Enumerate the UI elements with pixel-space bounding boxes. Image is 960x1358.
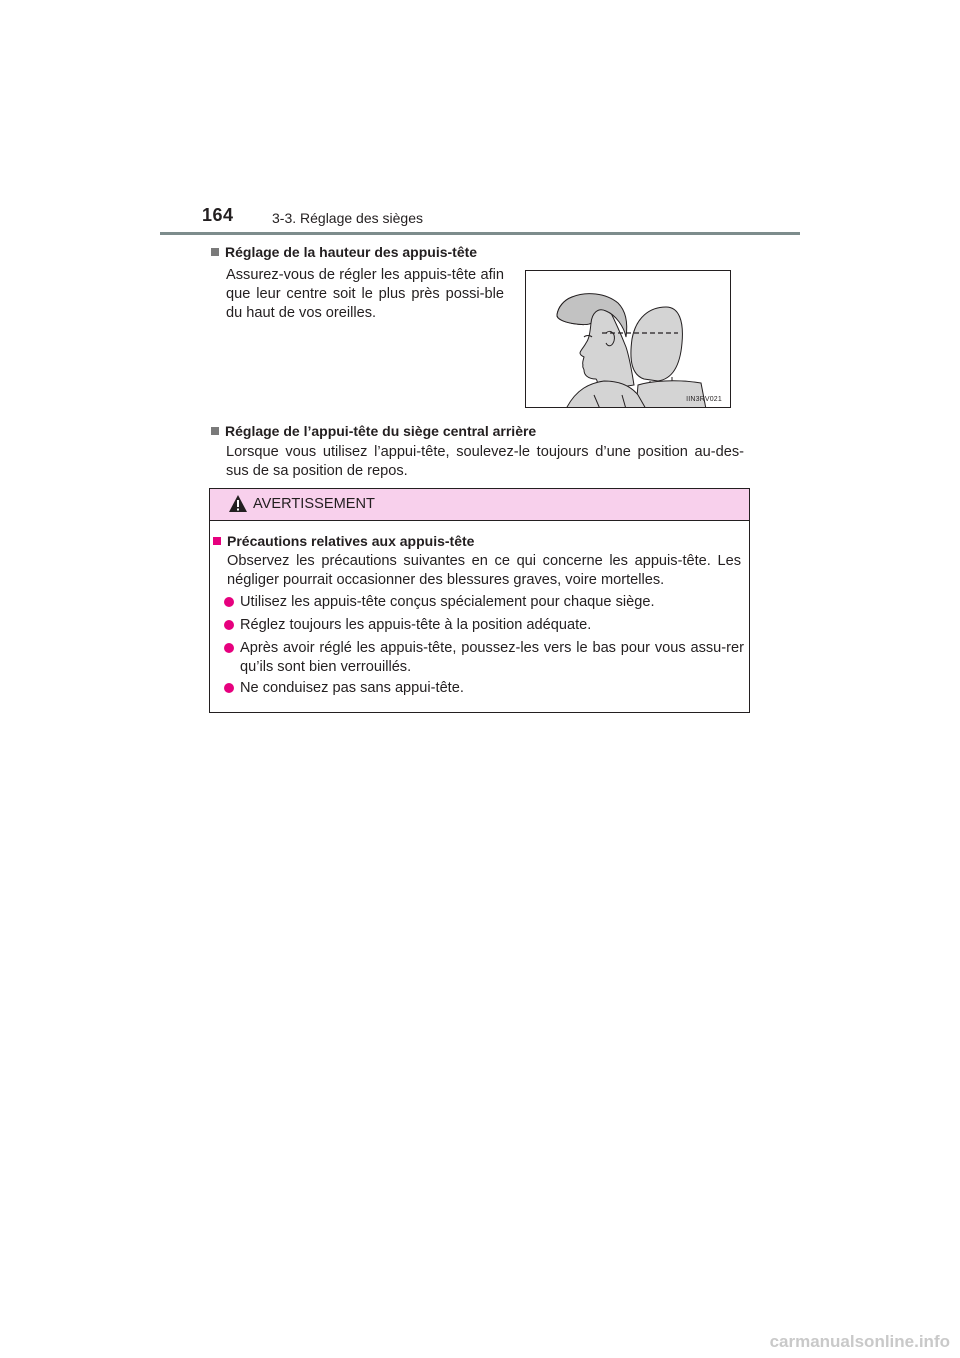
list-item-text: Après avoir réglé les appuis-tête, poussez-les vers le bas pour vous assu-rer qu’ils sont bien verrouillés. [240,640,744,675]
section-body-headrest-height: Assurez-vous de régler les appuis-tête afin que leur centre soit le plus près possi-ble du haut de vos oreilles. [226,267,504,321]
header-rule [160,232,800,235]
list-item [224,679,744,698]
warning-heading-text: Précautions relatives aux appuis-tête [227,533,475,549]
square-bullet-icon [211,427,219,435]
figure-code: IIN3RV021 [686,396,722,403]
bullet-dot-icon [224,620,234,630]
square-bullet-icon [213,537,221,545]
section-heading-text: Réglage de la hauteur des appuis-tête [225,244,478,260]
list-item [224,639,744,677]
section-heading-center-headrest [211,423,536,439]
square-bullet-icon [211,248,219,256]
bullet-dot-icon [224,643,234,653]
watermark-link[interactable]: carmanualsonline.info [769,1332,950,1351]
list-item [224,616,744,635]
head-profile-illustration-icon [526,271,731,408]
list-item-text: Ne conduisez pas sans appui-tête. [240,680,464,696]
bullet-dot-icon [224,597,234,607]
list-item [224,593,744,612]
list-item-text: Utilisez les appuis-tête conçus spécialement pour chaque siège. [240,594,655,610]
warning-triangle-icon [228,494,248,513]
bullet-dot-icon [224,683,234,693]
headrest-illustration [525,270,731,408]
page-number: 164 [202,205,234,225]
list-item-text: Réglez toujours les appuis-tête à la position adéquate. [240,617,592,633]
warning-heading [213,533,474,549]
section-body-center-headrest: Lorsque vous utilisez l’appui-tête, soulevez-le toujours d’une position au-des-sus de sa position de repos. [226,444,744,479]
warning-header [210,489,749,521]
section-title: 3-3. Réglage des sièges [272,210,423,226]
warning-box [209,488,750,713]
section-heading-headrest-height [211,244,477,260]
warning-label: AVERTISSEMENT [253,496,375,512]
warning-intro: Observez les précautions suivantes en ce qui concerne les appuis-tête. Les négliger pourrait occasionner des blessures graves, voire mortelles. [227,553,741,588]
section-heading-text: Réglage de l’appui-tête du siège central arrière [225,423,537,439]
